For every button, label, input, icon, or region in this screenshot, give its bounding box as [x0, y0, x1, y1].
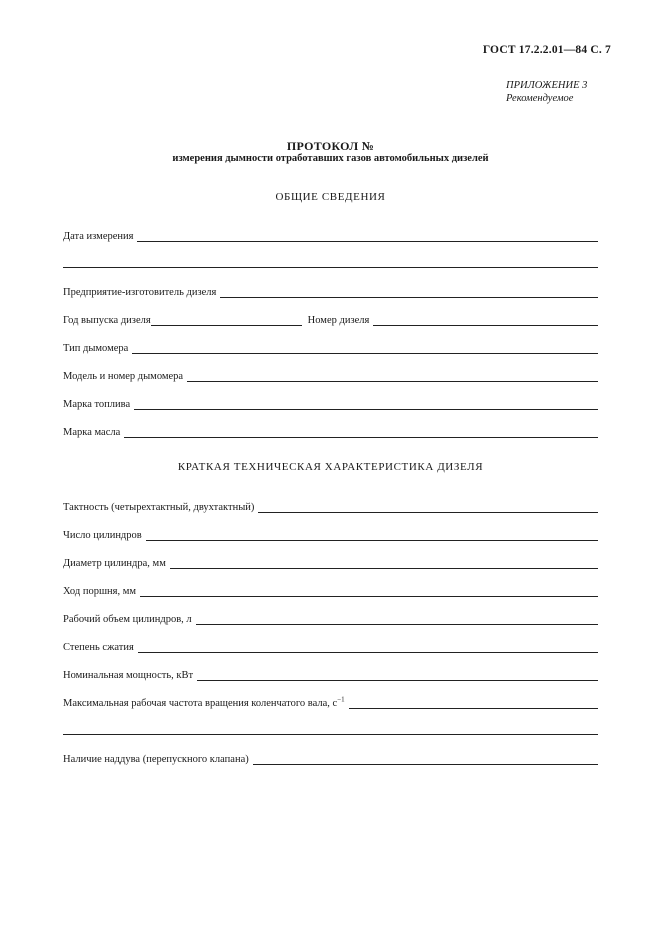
blank-line-continuation[interactable]	[63, 267, 598, 268]
field-turbocharging[interactable]	[63, 752, 598, 766]
blank-line-continuation[interactable]	[63, 734, 598, 735]
blank-line[interactable]	[132, 343, 598, 354]
field-label: Наличие наддува (перепускного клапана)	[63, 754, 249, 765]
blank-line[interactable]	[196, 614, 598, 625]
field-label: Число цилиндров	[63, 530, 142, 541]
blank-line[interactable]	[138, 642, 598, 653]
field-label: Тактность (четырехтактный, двухтактный)	[63, 502, 255, 513]
blank-line[interactable]	[170, 558, 598, 569]
field-displacement[interactable]	[63, 612, 598, 626]
blank-line[interactable]	[124, 427, 598, 438]
appendix-label	[506, 79, 587, 105]
field-label: Предприятие-изготовитель дизеля	[63, 287, 217, 298]
field-label: Тип дымомера	[63, 343, 129, 354]
blank-line[interactable]	[258, 502, 598, 513]
field-label: Марка топлива	[63, 399, 131, 410]
blank-line[interactable]	[253, 754, 598, 765]
blank-line[interactable]	[134, 399, 598, 410]
field-fuel[interactable]	[63, 397, 598, 411]
blank-line-year[interactable]	[151, 315, 302, 326]
blank-line[interactable]	[140, 586, 598, 597]
protocol-subtitle: измерения дымности отработавших газов автомобильных дизелей	[172, 153, 489, 164]
general-section-heading: ОБЩИЕ СВЕДЕНИЯ	[275, 191, 386, 203]
field-max-speed[interactable]	[63, 696, 598, 710]
unit-exponent: −1	[337, 695, 345, 704]
standard-page-header: ГОСТ 17.2.2.01—84 С. 7	[482, 44, 611, 56]
field-label: Марка масла	[63, 427, 121, 438]
field-label: Номинальная мощность, кВт	[63, 670, 194, 681]
appendix-number: ПРИЛОЖЕНИЕ 3	[506, 80, 588, 91]
field-bore[interactable]	[63, 556, 598, 570]
field-label: Дата измерения	[63, 231, 134, 242]
field-oil[interactable]	[63, 425, 598, 439]
field-measure-date[interactable]	[63, 229, 598, 243]
field-label	[63, 695, 345, 710]
field-label: Год выпуска дизеля	[63, 315, 151, 326]
blank-line[interactable]	[197, 670, 598, 681]
tech-section-heading: КРАТКАЯ ТЕХНИЧЕСКАЯ ХАРАКТЕРИСТИКА ДИЗЕЛЯ	[177, 461, 484, 473]
blank-line[interactable]	[187, 371, 598, 382]
appendix-status: Рекомендуемое	[506, 93, 574, 104]
blank-line-engine-number[interactable]	[373, 315, 598, 326]
field-smoke-meter-type[interactable]	[63, 341, 598, 355]
blank-line[interactable]	[137, 231, 598, 242]
field-label: Диаметр цилиндра, мм	[63, 558, 166, 569]
field-rated-power[interactable]	[63, 668, 598, 682]
field-piston-stroke[interactable]	[63, 584, 598, 598]
field-year-and-engine-number[interactable]	[63, 313, 598, 327]
field-label: Степень сжатия	[63, 642, 134, 653]
field-smoke-meter-model[interactable]	[63, 369, 598, 383]
field-manufacturer[interactable]	[63, 285, 598, 299]
field-label: Рабочий объем цилиндров, л	[63, 614, 192, 625]
field-stroke-type[interactable]	[63, 500, 598, 514]
blank-line[interactable]	[146, 530, 598, 541]
field-label: Номер дизеля	[307, 315, 370, 326]
field-compression-ratio[interactable]	[63, 640, 598, 654]
field-label: Модель и номер дымомера	[63, 371, 184, 382]
field-label: Ход поршня, мм	[63, 586, 137, 597]
blank-line[interactable]	[349, 698, 598, 709]
max-speed-label-text: Максимальная рабочая частота вращения коленчатого вала, с	[63, 698, 338, 709]
blank-line[interactable]	[220, 287, 598, 298]
protocol-title: ПРОТОКОЛ №	[286, 139, 375, 153]
field-cylinders[interactable]	[63, 528, 598, 542]
